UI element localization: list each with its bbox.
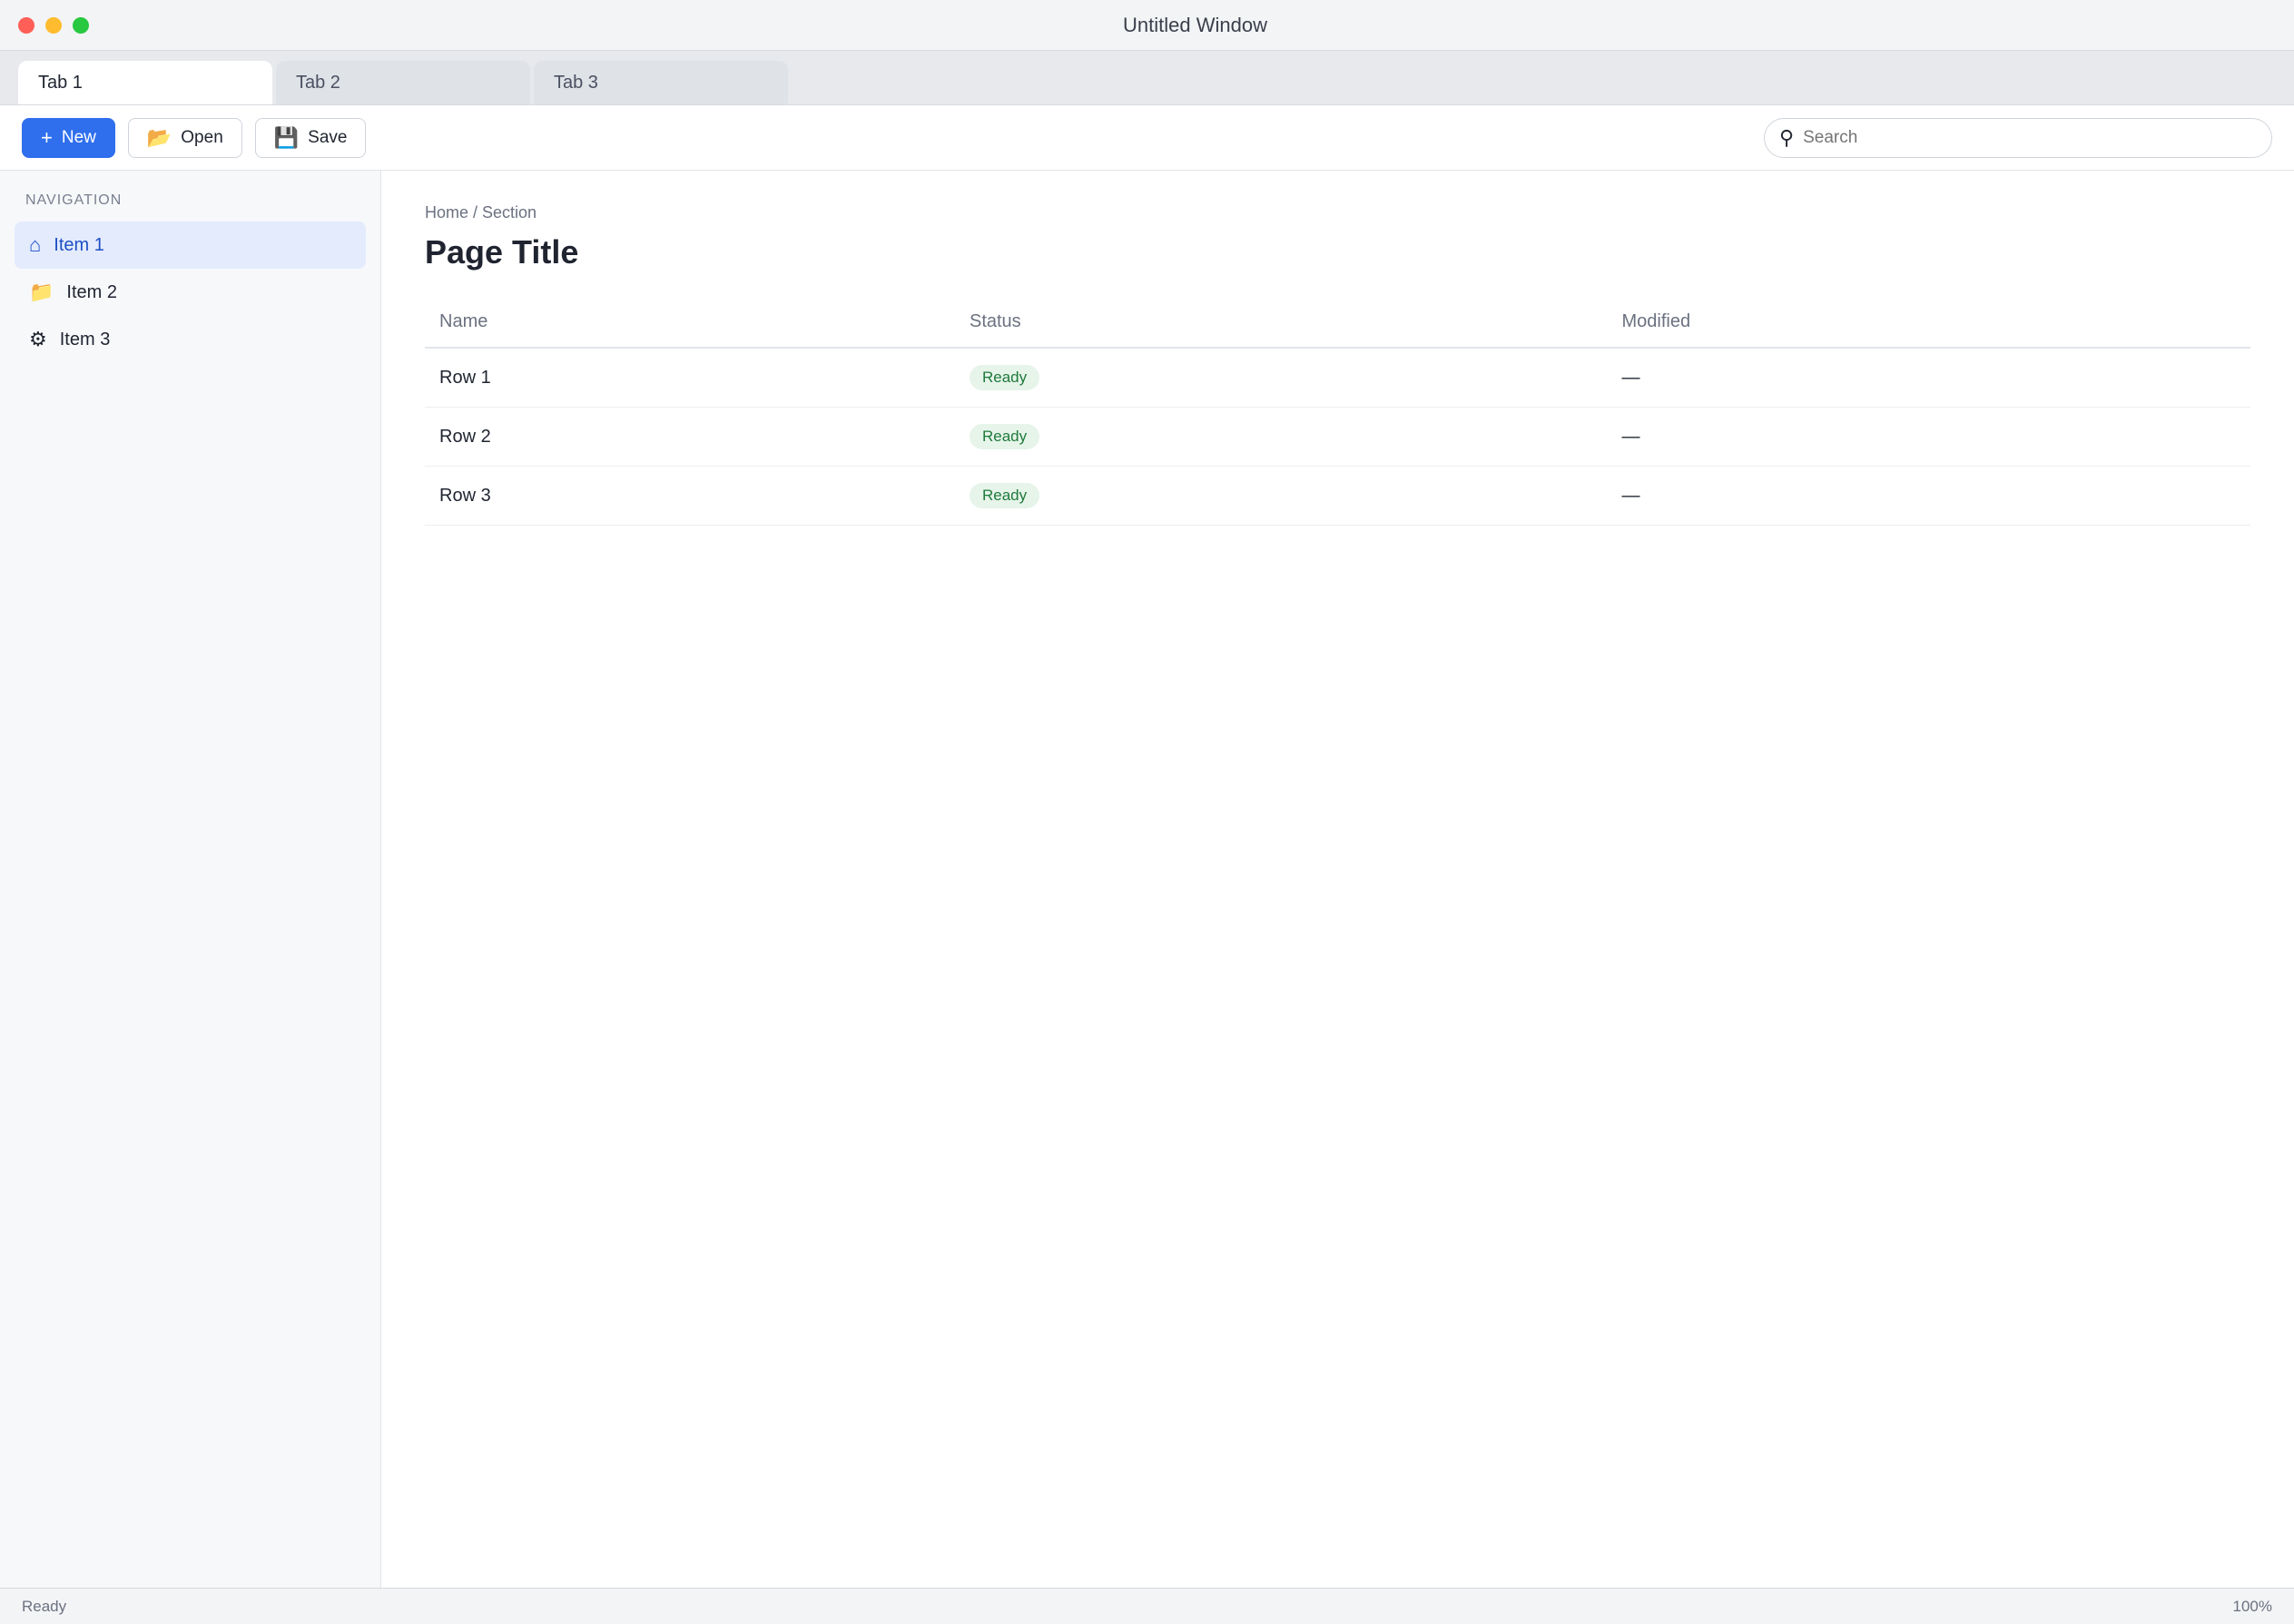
- search-box: [1764, 118, 2272, 158]
- tab-3[interactable]: Tab 3: [534, 61, 788, 104]
- search-input[interactable]: [1803, 128, 2257, 148]
- table-cell: Row 2: [425, 408, 955, 467]
- open-button-label: Open: [181, 127, 223, 147]
- tab-1[interactable]: Tab 1: [18, 61, 272, 104]
- page-title: Page Title: [425, 233, 579, 271]
- table-row[interactable]: [425, 408, 2250, 467]
- maximize-window-button[interactable]: [73, 17, 89, 34]
- minimize-window-button[interactable]: [45, 17, 62, 34]
- status-badge: Ready: [970, 424, 1039, 449]
- sidebar: [0, 171, 381, 1588]
- table-cell: —: [1608, 467, 2250, 526]
- breadcrumb[interactable]: Home / Section: [425, 203, 537, 221]
- tab-2[interactable]: Tab 2: [276, 61, 530, 104]
- plus-icon: +: [41, 125, 53, 149]
- content-area: [0, 171, 2294, 1588]
- table-cell: —: [1608, 348, 2250, 408]
- save-button[interactable]: [255, 118, 367, 158]
- window-title: Untitled Window: [1123, 13, 1267, 36]
- table-row[interactable]: [425, 348, 2250, 408]
- toolbar: [0, 105, 2294, 171]
- data-table: [425, 297, 2250, 526]
- open-button[interactable]: [128, 118, 242, 158]
- new-button[interactable]: [22, 118, 115, 158]
- sidebar-heading: NAVIGATION: [25, 192, 123, 208]
- table-cell: [955, 408, 1608, 467]
- status-badge: Ready: [970, 365, 1039, 390]
- search-icon: ⚲: [1779, 125, 1795, 149]
- folder-open-icon: 📂: [146, 125, 172, 149]
- title-bar: [0, 0, 2294, 51]
- table-cell: [955, 348, 1608, 408]
- column-header[interactable]: Modified: [1608, 297, 2250, 348]
- sidebar-item-1[interactable]: [15, 221, 366, 269]
- table-header-row: [425, 297, 2250, 348]
- sidebar-item-label: Item 3: [59, 329, 111, 349]
- zoom-level[interactable]: 100%: [2232, 1597, 2272, 1615]
- main-panel: [381, 171, 2294, 1588]
- save-icon: 💾: [273, 125, 300, 149]
- column-header[interactable]: Status: [955, 297, 1608, 348]
- new-button-label: New: [61, 127, 96, 147]
- sidebar-item-label: Item 1: [54, 234, 104, 255]
- sidebar-item-3[interactable]: [15, 316, 366, 363]
- column-header[interactable]: Name: [425, 297, 955, 348]
- table-cell: Row 3: [425, 467, 955, 526]
- status-badge: Ready: [970, 483, 1039, 508]
- status-text: Ready: [22, 1597, 67, 1615]
- table-row[interactable]: [425, 467, 2250, 526]
- sidebar-item-label: Item 2: [66, 281, 117, 302]
- table-cell: Row 1: [425, 348, 955, 408]
- table-cell: [955, 467, 1608, 526]
- save-button-label: Save: [308, 127, 348, 147]
- sidebar-item-2[interactable]: [15, 269, 366, 316]
- table-cell: —: [1608, 408, 2250, 467]
- close-window-button[interactable]: [18, 17, 34, 34]
- gear-icon: ⚙: [29, 328, 47, 350]
- home-icon: ⌂: [29, 233, 42, 256]
- status-bar: [0, 1588, 2294, 1624]
- tab-strip: [0, 51, 2294, 105]
- window-controls: [18, 17, 89, 34]
- folder-icon: 📁: [29, 281, 54, 303]
